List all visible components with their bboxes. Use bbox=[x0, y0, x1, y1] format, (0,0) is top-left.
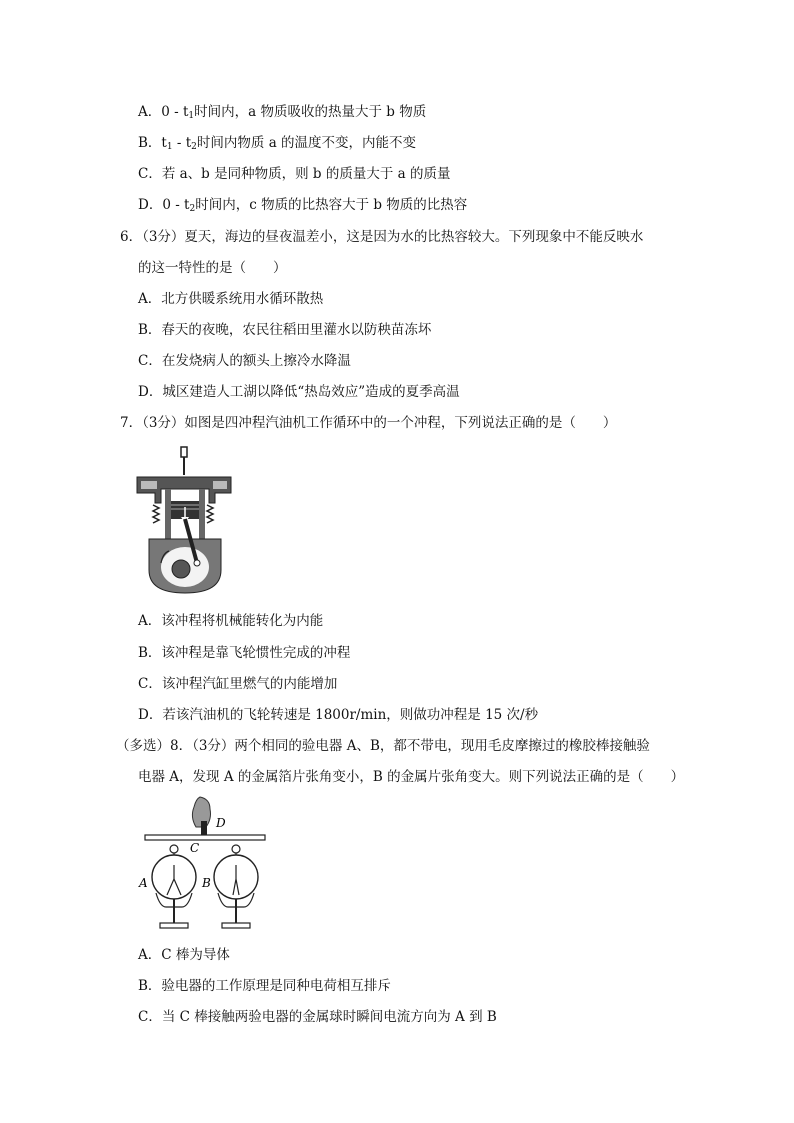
q8-option-b: B．验电器的工作原理是同种电荷相互排斥 bbox=[138, 978, 391, 994]
q6-option-b: B．春天的夜晚，农民往稻田里灌水以防秧苗冻坏 bbox=[138, 322, 432, 338]
electroscope-diagram bbox=[130, 795, 270, 935]
q6-option-c: C．在发烧病人的额头上擦冷水降温 bbox=[138, 353, 351, 369]
q7-stem: 7．（3分）如图是四冲程汽油机工作循环中的一个冲程，下列说法正确的是（ ） bbox=[120, 415, 617, 431]
q7-option-d: D．若该汽油机的飞轮转速是 1800r/min，则做功冲程是 15 次/秒 bbox=[138, 707, 539, 723]
engine-diagram bbox=[135, 445, 235, 595]
q7-option-c: C．该冲程汽缸里燃气的内能增加 bbox=[138, 676, 338, 692]
label-a: A bbox=[139, 876, 148, 890]
q5-option-c: C．若 a、b 是同种物质，则 b 的质量大于 a 的质量 bbox=[138, 166, 451, 182]
q6-stem-line2: 的这一特性的是（ ） bbox=[138, 260, 287, 276]
q8-option-a: A．C 棒为导体 bbox=[138, 947, 230, 963]
q8-option-c: C．当 C 棒接触两验电器的金属球时瞬间电流方向为 A 到 B bbox=[138, 1009, 497, 1025]
q6-option-a: A．北方供暖系统用水循环散热 bbox=[138, 291, 324, 307]
q7-option-a: A．该冲程将机械能转化为内能 bbox=[138, 613, 324, 629]
q5-option-b: B．$t_1 - t_2$时间内物质 a 的温度不变，内能不变 bbox=[138, 135, 417, 152]
q5-option-d: D．$0 - t_2$时间内，c 物质的比热容大于 b 物质的比热容 bbox=[138, 197, 468, 214]
q6-option-d: D．城区建造人工湖以降低“热岛效应”造成的夏季高温 bbox=[138, 384, 460, 400]
q5-option-a: A．$0 - t_1$时间内，a 物质吸收的热量大于 b 物质 bbox=[138, 104, 427, 121]
q8-stem-line2: 电器 A，发现 A 的金属箔片张角变小，B 的金属片张角变大。则下列说法正确的是（ ） bbox=[138, 769, 685, 785]
q6-stem-line1: 6．（3分）夏天，海边的昼夜温差小，这是因为水的比热容较大。下列现象中不能反映水 bbox=[120, 229, 644, 245]
q7-option-b: B．该冲程是靠飞轮惯性完成的冲程 bbox=[138, 645, 351, 661]
label-b: B bbox=[202, 876, 211, 890]
label-c: C bbox=[190, 841, 200, 855]
label-d: D bbox=[216, 816, 226, 830]
q8-stem-line1: （多选）8．（3分）两个相同的验电器 A、B，都不带电，现用毛皮摩擦过的橡胶棒接触验 bbox=[116, 738, 650, 754]
